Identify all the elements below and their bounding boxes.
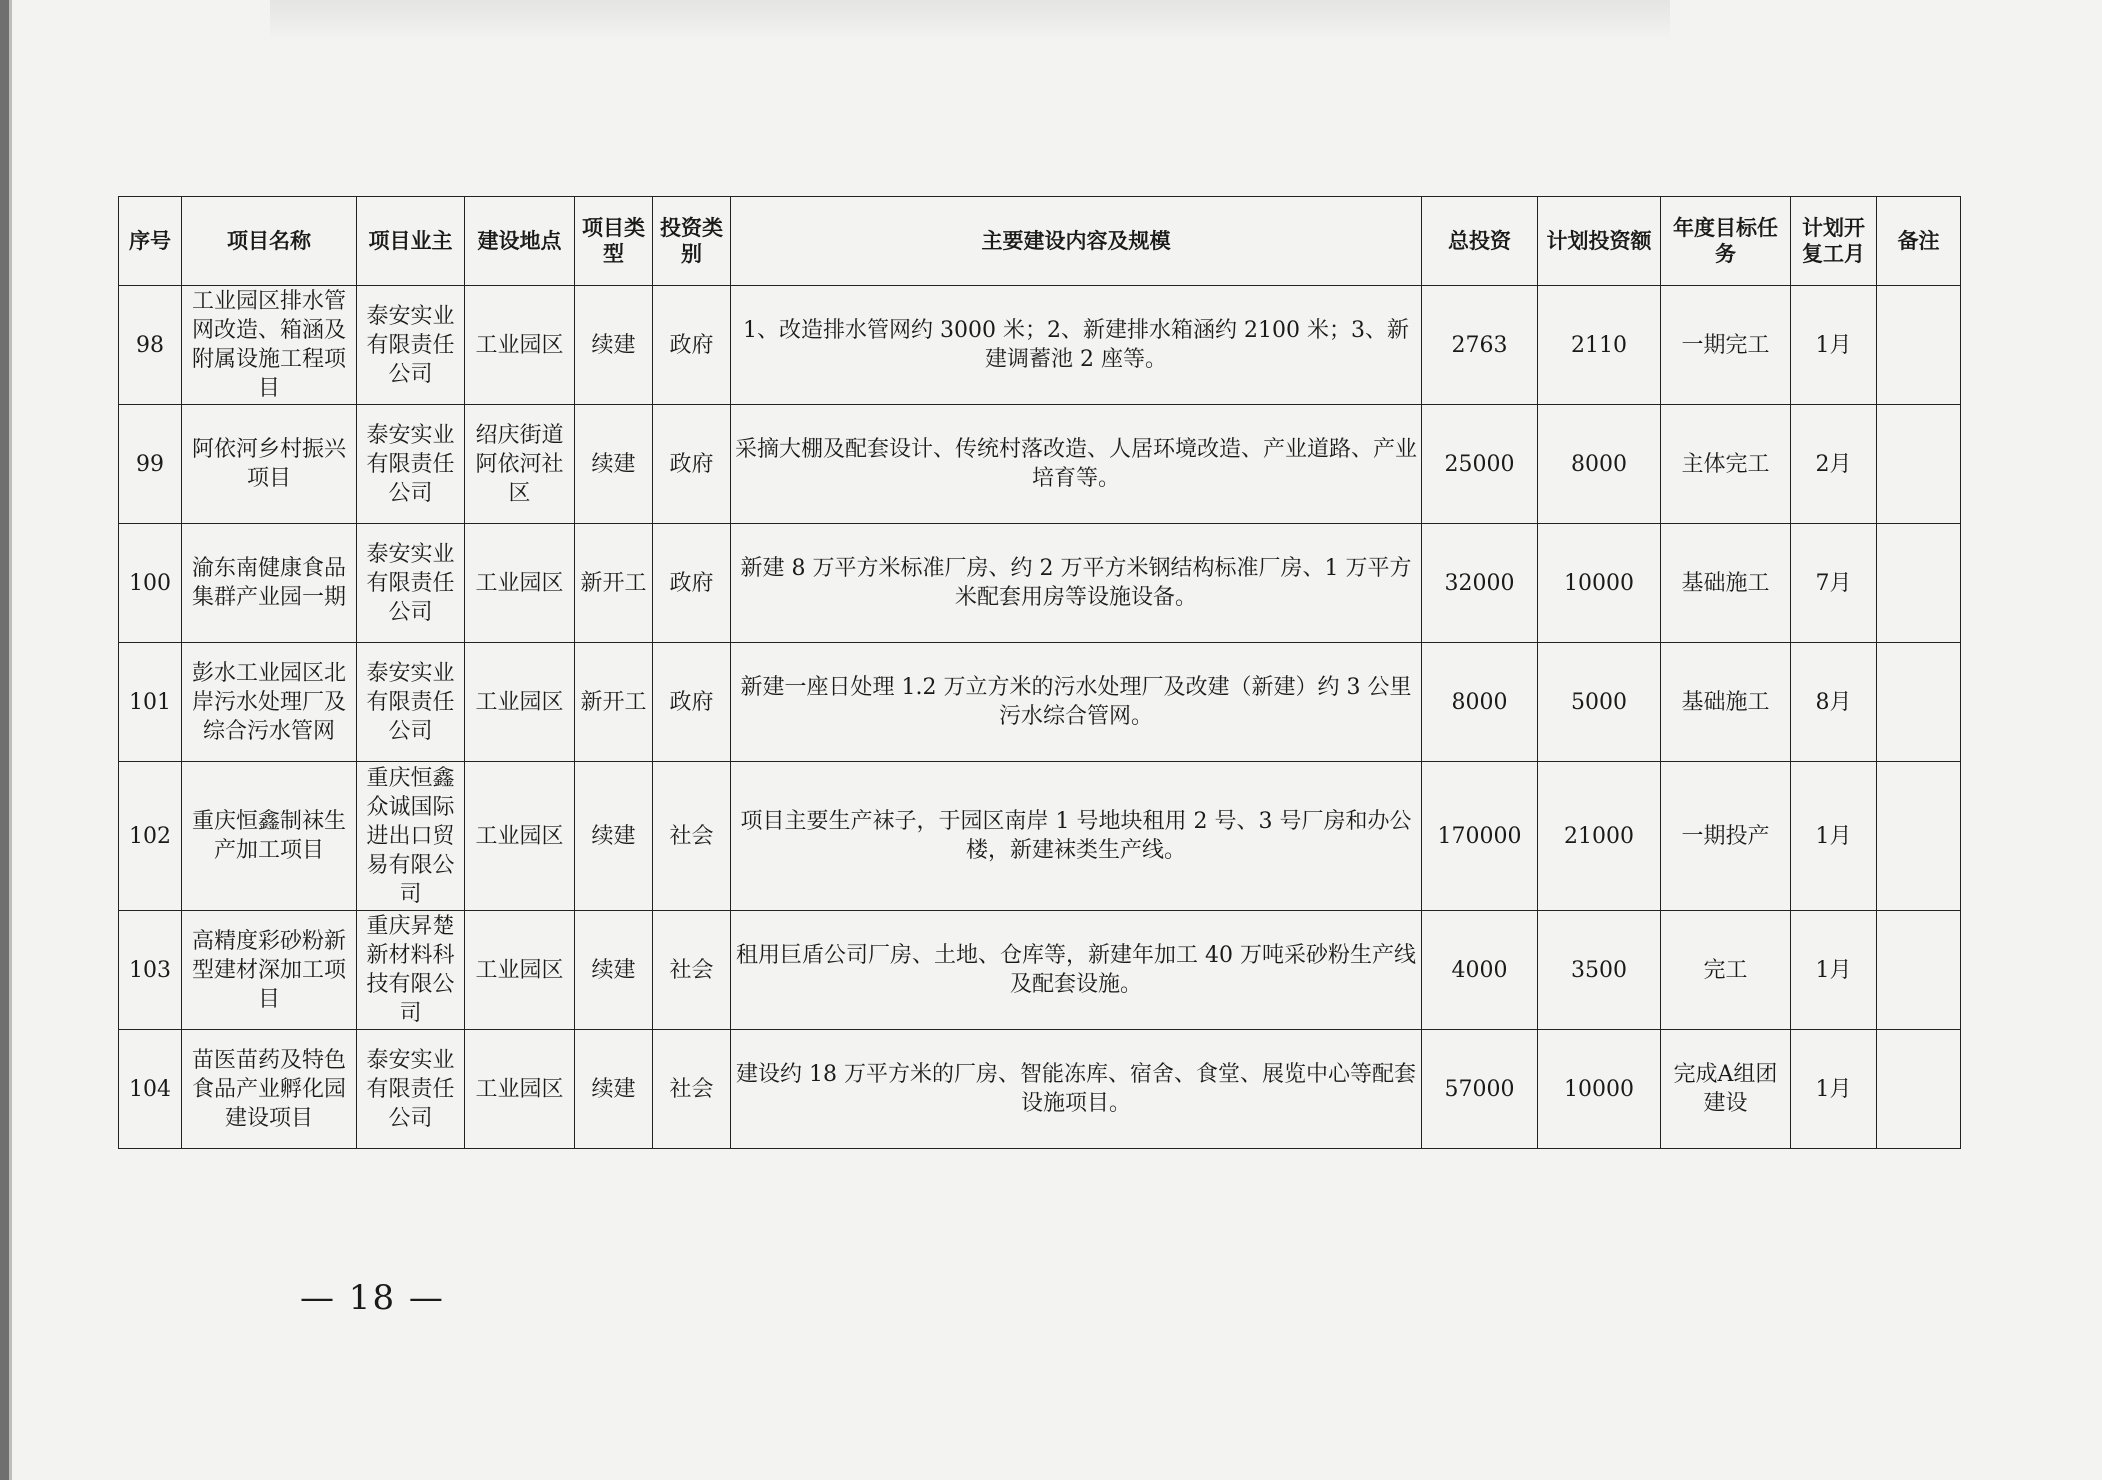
- cell-investment-type: 社会: [653, 762, 731, 911]
- table-row: [119, 524, 1961, 643]
- cell-seq: 104: [119, 1030, 182, 1149]
- cell-project-type: 续建: [575, 286, 653, 405]
- cell-content: 建设约 18 万平方米的厂房、智能冻库、宿舍、食堂、展览中心等配套设施项目。: [731, 1030, 1422, 1149]
- cell-content: 新建一座日处理 1.2 万立方米的污水处理厂及改建（新建）约 3 公里污水综合管网。: [731, 643, 1422, 762]
- cell-total-investment: 25000: [1422, 405, 1538, 524]
- cell-owner: 泰安实业有限责任公司: [357, 405, 465, 524]
- cell-start-month: 7月: [1791, 524, 1877, 643]
- table-header-row: [119, 197, 1961, 286]
- table-row: [119, 643, 1961, 762]
- cell-remark: [1877, 524, 1961, 643]
- cell-planned-investment: 3500: [1538, 911, 1661, 1030]
- cell-location: 工业园区: [465, 1030, 575, 1149]
- table-row: [119, 911, 1961, 1030]
- cell-owner: 泰安实业有限责任公司: [357, 286, 465, 405]
- cell-annual-target: 基础施工: [1661, 643, 1791, 762]
- cell-start-month: 1月: [1791, 286, 1877, 405]
- cell-remark: [1877, 405, 1961, 524]
- cell-owner: 泰安实业有限责任公司: [357, 524, 465, 643]
- cell-content: 1、改造排水管网约 3000 米；2、新建排水箱涵约 2100 米；3、新建调蓄池 2 座等。: [731, 286, 1422, 405]
- cell-project-type: 续建: [575, 762, 653, 911]
- cell-seq: 98: [119, 286, 182, 405]
- cell-project-type: 新开工: [575, 643, 653, 762]
- cell-project-type: 续建: [575, 911, 653, 1030]
- page-number: — 18 —: [300, 1278, 445, 1318]
- cell-start-month: 1月: [1791, 911, 1877, 1030]
- cell-annual-target: 完成A组团建设: [1661, 1030, 1791, 1149]
- cell-remark: [1877, 1030, 1961, 1149]
- cell-remark: [1877, 643, 1961, 762]
- cell-location: 工业园区: [465, 286, 575, 405]
- cell-remark: [1877, 911, 1961, 1030]
- header-remark: 备注: [1877, 197, 1961, 286]
- cell-content: 采摘大棚及配套设计、传统村落改造、人居环境改造、产业道路、产业培育等。: [731, 405, 1422, 524]
- header-content: 主要建设内容及规模: [731, 197, 1422, 286]
- header-planned-investment: 计划投资额: [1538, 197, 1661, 286]
- cell-location: 工业园区: [465, 524, 575, 643]
- cell-name: 渝东南健康食品集群产业园一期: [182, 524, 357, 643]
- header-total-investment: 总投资: [1422, 197, 1538, 286]
- cell-name: 彭水工业园区北岸污水处理厂及综合污水管网: [182, 643, 357, 762]
- cell-total-investment: 2763: [1422, 286, 1538, 405]
- cell-name: 重庆恒鑫制袜生产加工项目: [182, 762, 357, 911]
- cell-seq: 103: [119, 911, 182, 1030]
- cell-project-type: 续建: [575, 405, 653, 524]
- cell-owner: 泰安实业有限责任公司: [357, 1030, 465, 1149]
- header-annual-target: 年度目标任务: [1661, 197, 1791, 286]
- cell-seq: 100: [119, 524, 182, 643]
- cell-location: 工业园区: [465, 911, 575, 1030]
- cell-start-month: 8月: [1791, 643, 1877, 762]
- cell-project-type: 新开工: [575, 524, 653, 643]
- cell-seq: 102: [119, 762, 182, 911]
- header-name: 项目名称: [182, 197, 357, 286]
- cell-total-investment: 170000: [1422, 762, 1538, 911]
- scan-bleed-through: [270, 0, 1670, 40]
- cell-total-investment: 57000: [1422, 1030, 1538, 1149]
- cell-annual-target: 基础施工: [1661, 524, 1791, 643]
- cell-owner: 重庆昇楚新材料科技有限公司: [357, 911, 465, 1030]
- cell-planned-investment: 10000: [1538, 1030, 1661, 1149]
- cell-start-month: 2月: [1791, 405, 1877, 524]
- table-row: [119, 1030, 1961, 1149]
- header-location: 建设地点: [465, 197, 575, 286]
- cell-seq: 101: [119, 643, 182, 762]
- scan-page-edge: [0, 0, 9, 1480]
- cell-owner: 泰安实业有限责任公司: [357, 643, 465, 762]
- cell-name: 阿依河乡村振兴项目: [182, 405, 357, 524]
- cell-total-investment: 8000: [1422, 643, 1538, 762]
- cell-name: 工业园区排水管网改造、箱涵及附属设施工程项目: [182, 286, 357, 405]
- cell-content: 租用巨盾公司厂房、土地、仓库等，新建年加工 40 万吨采砂粉生产线及配套设施。: [731, 911, 1422, 1030]
- cell-planned-investment: 10000: [1538, 524, 1661, 643]
- cell-name: 高精度彩砂粉新型建材深加工项目: [182, 911, 357, 1030]
- cell-planned-investment: 21000: [1538, 762, 1661, 911]
- cell-annual-target: 主体完工: [1661, 405, 1791, 524]
- cell-start-month: 1月: [1791, 1030, 1877, 1149]
- cell-investment-type: 政府: [653, 405, 731, 524]
- cell-planned-investment: 5000: [1538, 643, 1661, 762]
- cell-investment-type: 政府: [653, 524, 731, 643]
- table-row: [119, 405, 1961, 524]
- cell-investment-type: 政府: [653, 643, 731, 762]
- cell-owner: 重庆恒鑫众诚国际进出口贸易有限公司: [357, 762, 465, 911]
- header-project-type: 项目类型: [575, 197, 653, 286]
- cell-investment-type: 社会: [653, 911, 731, 1030]
- cell-planned-investment: 8000: [1538, 405, 1661, 524]
- cell-location: 工业园区: [465, 643, 575, 762]
- cell-planned-investment: 2110: [1538, 286, 1661, 405]
- cell-location: 绍庆街道阿依河社区: [465, 405, 575, 524]
- cell-annual-target: 完工: [1661, 911, 1791, 1030]
- header-seq: 序号: [119, 197, 182, 286]
- cell-content: 新建 8 万平方米标准厂房、约 2 万平方米钢结构标准厂房、1 万平方米配套用房等设施设备。: [731, 524, 1422, 643]
- cell-investment-type: 政府: [653, 286, 731, 405]
- cell-total-investment: 4000: [1422, 911, 1538, 1030]
- cell-seq: 99: [119, 405, 182, 524]
- cell-remark: [1877, 286, 1961, 405]
- cell-annual-target: 一期投产: [1661, 762, 1791, 911]
- cell-total-investment: 32000: [1422, 524, 1538, 643]
- table-row: [119, 286, 1961, 405]
- cell-location: 工业园区: [465, 762, 575, 911]
- cell-name: 苗医苗药及特色食品产业孵化园建设项目: [182, 1030, 357, 1149]
- header-start-month: 计划开复工月: [1791, 197, 1877, 286]
- table-row: [119, 762, 1961, 911]
- cell-project-type: 续建: [575, 1030, 653, 1149]
- scan-page-edge-shadow: [9, 0, 12, 1480]
- cell-remark: [1877, 762, 1961, 911]
- cell-content: 项目主要生产袜子，于园区南岸 1 号地块租用 2 号、3 号厂房和办公楼，新建袜类生产线。: [731, 762, 1422, 911]
- cell-start-month: 1月: [1791, 762, 1877, 911]
- project-table: [118, 196, 1961, 1149]
- cell-annual-target: 一期完工: [1661, 286, 1791, 405]
- header-owner: 项目业主: [357, 197, 465, 286]
- cell-investment-type: 社会: [653, 1030, 731, 1149]
- header-investment-type: 投资类别: [653, 197, 731, 286]
